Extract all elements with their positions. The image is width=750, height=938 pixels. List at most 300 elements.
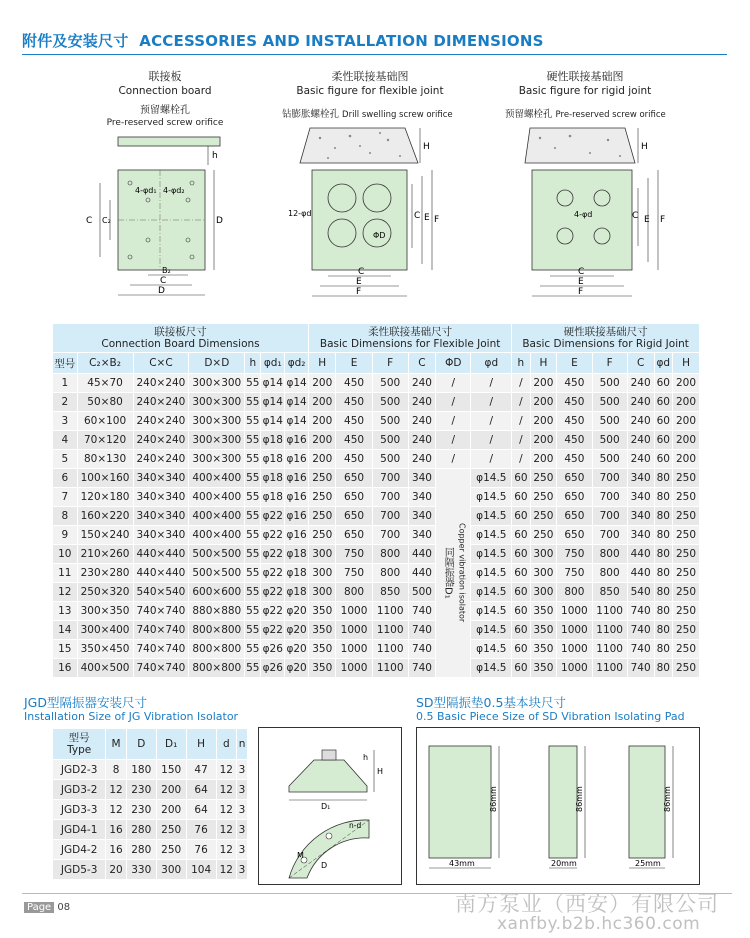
spec-cell: 1100 <box>592 659 627 678</box>
spec-cell: / <box>436 431 471 450</box>
spec-cell: 450 <box>557 412 592 431</box>
spec-cell: 200 <box>530 412 557 431</box>
spec-cell: 80 <box>654 621 673 640</box>
spec-cell: 9 <box>53 526 78 545</box>
spec-cell: 740×740 <box>133 621 189 640</box>
jgd-cell: 180 <box>126 760 156 780</box>
spec-cell: 650 <box>336 488 372 507</box>
spec-cell: 60 <box>512 659 530 678</box>
spec-cell: 340 <box>627 526 654 545</box>
spec-cell: 8 <box>53 507 78 526</box>
spec-cell: 7 <box>53 488 78 507</box>
spec-cell: 340 <box>408 488 435 507</box>
spec-cell: 3 <box>53 412 78 431</box>
jgd-table <box>52 728 248 880</box>
spec-cell: 200 <box>309 374 336 393</box>
spec-cell: / <box>436 412 471 431</box>
rigid-hole-label: 预留螺栓孔 Pre-reserved screw orifice <box>505 109 666 120</box>
spec-cell: φ26 <box>261 640 285 659</box>
spec-cell: φ16 <box>285 507 309 526</box>
jgd-type-header: 型号 Type <box>53 729 106 760</box>
jgd-cell: 76 <box>186 840 216 860</box>
spec-cell: / <box>512 393 530 412</box>
spec-cell: 450 <box>557 450 592 469</box>
svg-text:B₂: B₂ <box>162 266 171 275</box>
spec-cell: / <box>512 374 530 393</box>
svg-text:H: H <box>423 142 430 152</box>
spec-row <box>53 545 700 564</box>
spec-cell: 200 <box>309 412 336 431</box>
spec-cell: 80×130 <box>77 450 133 469</box>
jgd-row <box>53 860 248 880</box>
flexible-hole-label: 钻膨胀螺栓孔 Drill swelling screw orifice <box>282 109 453 120</box>
spec-cell: 60 <box>654 431 673 450</box>
spec-cell: φ22 <box>261 545 285 564</box>
spec-cell: φ22 <box>261 564 285 583</box>
spec-cell: 650 <box>336 507 372 526</box>
svg-text:E: E <box>356 277 362 287</box>
spec-cell: 350 <box>309 640 336 659</box>
spec-cell: 16 <box>53 659 78 678</box>
spec-cell: / <box>471 450 512 469</box>
spec-row <box>53 640 700 659</box>
spec-cell: 250 <box>673 526 700 545</box>
group-rigid: 硬性联接基础尺寸 Basic Dimensions for Rigid Joint <box>512 324 700 353</box>
spec-cell: 55 <box>245 640 261 659</box>
spec-cell: 340×340 <box>133 507 189 526</box>
svg-text:E: E <box>644 215 650 225</box>
spec-cell: 240 <box>408 431 435 450</box>
spec-cell: 700 <box>372 526 408 545</box>
jgd-cell: JGD3-3 <box>53 800 106 820</box>
spec-cell: 240 <box>627 374 654 393</box>
spec-cell: 160×220 <box>77 507 133 526</box>
spec-cell: 800 <box>336 583 372 602</box>
spec-cell: 800 <box>372 564 408 583</box>
spec-cell: 850 <box>372 583 408 602</box>
spec-cell: 350 <box>530 659 557 678</box>
jgd-cell: 230 <box>126 800 156 820</box>
svg-text:12-φd: 12-φd <box>288 209 312 218</box>
spec-cell: 800×800 <box>189 640 245 659</box>
spec-cell: 500 <box>372 412 408 431</box>
spec-cell: φ22 <box>261 621 285 640</box>
spec-cell: 60 <box>512 583 530 602</box>
spec-cell: φ16 <box>285 488 309 507</box>
spec-cell: 11 <box>53 564 78 583</box>
jgd-cell: 64 <box>186 800 216 820</box>
spec-cell: 740 <box>627 659 654 678</box>
spec-cell: 13 <box>53 602 78 621</box>
svg-text:H: H <box>641 142 648 152</box>
spec-cell: φ14 <box>285 393 309 412</box>
spec-cell: 880×880 <box>189 602 245 621</box>
spec-cell: 60 <box>512 507 530 526</box>
spec-cell: 240×240 <box>133 431 189 450</box>
spec-row <box>53 526 700 545</box>
jgd-cell: 20 <box>106 860 126 880</box>
spec-col-header: h <box>512 353 530 374</box>
spec-cell: 450 <box>336 450 372 469</box>
jgd-cell: 230 <box>126 780 156 800</box>
spec-cell: φ22 <box>261 583 285 602</box>
spec-cell: 300 <box>309 583 336 602</box>
spec-cell: 740×740 <box>133 640 189 659</box>
spec-cell: 650 <box>557 469 592 488</box>
spec-col-header: H <box>673 353 700 374</box>
spec-cell: 200 <box>673 374 700 393</box>
spec-cell: φ14 <box>285 412 309 431</box>
spec-cell: 80 <box>654 659 673 678</box>
spec-cell: 250 <box>673 621 700 640</box>
spec-cell: 340×340 <box>133 526 189 545</box>
svg-text:D: D <box>158 286 165 296</box>
spec-cell: 55 <box>245 431 261 450</box>
spec-cell: 500 <box>372 374 408 393</box>
jgd-cell: 3 <box>237 760 248 780</box>
spec-cell: 1000 <box>336 602 372 621</box>
spec-cell: 240 <box>627 412 654 431</box>
spec-cell: 200 <box>673 393 700 412</box>
group-flexible: 柔性联接基础尺寸 Basic Dimensions for Flexible Joint <box>309 324 512 353</box>
spec-cell: 250 <box>309 469 336 488</box>
spec-cell: φ18 <box>261 450 285 469</box>
spec-cell: 50×80 <box>77 393 133 412</box>
spec-cell: 1000 <box>336 621 372 640</box>
spec-cell: 450 <box>557 431 592 450</box>
spec-cell: φ14 <box>261 393 285 412</box>
spec-cell: φ14.5 <box>471 507 512 526</box>
spec-cell: φ16 <box>285 526 309 545</box>
spec-col-header: E <box>336 353 372 374</box>
jgd-cell: 150 <box>156 760 186 780</box>
spec-cell: 200 <box>530 374 557 393</box>
spec-cell: 500 <box>592 412 627 431</box>
spec-cell: φ14.5 <box>471 602 512 621</box>
spec-cell: 1100 <box>592 602 627 621</box>
spec-cell: φ14.5 <box>471 564 512 583</box>
svg-text:H: H <box>377 767 384 776</box>
spec-cell: 740 <box>408 602 435 621</box>
jgd-cell: 250 <box>156 840 186 860</box>
jgd-cell: JGD4-1 <box>53 820 106 840</box>
spec-cell: 700 <box>372 507 408 526</box>
spec-col-header: C×C <box>133 353 189 374</box>
spec-cell: 700 <box>592 469 627 488</box>
spec-cell: 500 <box>372 393 408 412</box>
pad-3-width: 25mm <box>635 859 661 868</box>
svg-text:C: C <box>578 267 585 277</box>
spec-cell: φ14.5 <box>471 659 512 678</box>
pad-1-width: 43mm <box>449 859 475 868</box>
spec-col-header: F <box>372 353 408 374</box>
jgd-cell: JGD4-2 <box>53 840 106 860</box>
spec-cell: 250 <box>673 583 700 602</box>
spec-cell: 400×500 <box>77 659 133 678</box>
jgd-cell: 47 <box>186 760 216 780</box>
spec-cell: 500 <box>372 431 408 450</box>
spec-cell: 250 <box>673 545 700 564</box>
spec-cell: 80 <box>654 545 673 564</box>
svg-text:C: C <box>632 211 639 221</box>
svg-text:D: D <box>216 216 223 226</box>
spec-cell: 500×500 <box>189 564 245 583</box>
pad-1-height: 86mm <box>489 786 498 812</box>
jgd-cell: JGD5-3 <box>53 860 106 880</box>
jgd-cell: 12 <box>216 820 236 840</box>
jgd-cell: 12 <box>216 840 236 860</box>
spec-cell: 80 <box>654 469 673 488</box>
jgd-cell: 3 <box>237 800 248 820</box>
spec-cell: φ16 <box>285 431 309 450</box>
jgd-cell: 104 <box>186 860 216 880</box>
spec-cell: / <box>471 393 512 412</box>
spec-row <box>53 659 700 678</box>
spec-cell: φ26 <box>261 659 285 678</box>
spec-cell: 450 <box>557 393 592 412</box>
spec-cell: 55 <box>245 526 261 545</box>
spec-cell: 70×120 <box>77 431 133 450</box>
spec-cell: 750 <box>557 545 592 564</box>
spec-cell: φ14.5 <box>471 640 512 659</box>
spec-cell: 250 <box>673 659 700 678</box>
spec-cell: 60 <box>512 621 530 640</box>
spec-cell: 60 <box>654 450 673 469</box>
svg-text:h: h <box>363 753 369 762</box>
jgd-cell: JGD3-2 <box>53 780 106 800</box>
spec-cell: 450 <box>336 431 372 450</box>
spec-cell: 200 <box>530 393 557 412</box>
spec-cell: 55 <box>245 564 261 583</box>
spec-cell: 700 <box>372 469 408 488</box>
spec-cell: φ20 <box>285 640 309 659</box>
spec-cell: 240 <box>408 450 435 469</box>
spec-cell: 200 <box>530 450 557 469</box>
title-rule <box>22 54 727 55</box>
spec-cell: 55 <box>245 621 261 640</box>
spec-cell: 340 <box>408 469 435 488</box>
spec-cell: 650 <box>336 469 372 488</box>
sd-drawing <box>417 728 699 884</box>
sd-drawing-frame <box>416 727 700 885</box>
jgd-col-header: n <box>237 729 248 760</box>
spec-cell: 200 <box>673 412 700 431</box>
spec-cell: 1000 <box>557 640 592 659</box>
jgd-cell: 3 <box>237 860 248 880</box>
spec-cell: 350 <box>530 640 557 659</box>
connection-board-hole-label: 预留螺栓孔 Pre-reserved screw orifice <box>106 105 224 128</box>
spec-cell: 240 <box>408 374 435 393</box>
spec-cell: 200 <box>673 431 700 450</box>
spec-cell: 500×500 <box>189 545 245 564</box>
jgd-cell: 12 <box>216 780 236 800</box>
spec-cell: 740×740 <box>133 602 189 621</box>
spec-cell: 350 <box>530 621 557 640</box>
title-en: ACCESSORIES AND INSTALLATION DIMENSIONS <box>139 32 544 50</box>
spec-cell: 400×400 <box>189 507 245 526</box>
svg-text:F: F <box>660 215 666 225</box>
flexible-drawing <box>280 118 460 303</box>
spec-cell: 1100 <box>372 602 408 621</box>
svg-text:E: E <box>424 213 430 223</box>
spec-cell: 340 <box>627 507 654 526</box>
company-watermark: 南方泵业（西安）有限公司 <box>455 892 719 916</box>
spec-cell: φ18 <box>285 583 309 602</box>
spec-cell: 1100 <box>372 621 408 640</box>
spec-cell: φ14.5 <box>471 621 512 640</box>
spec-cell: 60 <box>512 526 530 545</box>
spec-cell: 300×300 <box>189 431 245 450</box>
spec-cell: 2 <box>53 393 78 412</box>
spec-cell: 10 <box>53 545 78 564</box>
spec-cell: 700 <box>592 507 627 526</box>
spec-cell: 700 <box>592 488 627 507</box>
spec-cell: 540 <box>627 583 654 602</box>
spec-cell: 250 <box>530 507 557 526</box>
spec-col-header: 型号 <box>53 353 78 374</box>
svg-text:n-d: n-d <box>349 821 362 830</box>
spec-cell: 340×340 <box>133 469 189 488</box>
spec-cell: 300 <box>530 583 557 602</box>
spec-cell: 350 <box>309 621 336 640</box>
page-title <box>22 30 544 51</box>
spec-cell: 400×400 <box>189 488 245 507</box>
copper-isolator-note: 同隔振器D₁ Copper vibration isolator <box>436 469 471 678</box>
spec-cell: 1100 <box>372 640 408 659</box>
spec-row <box>53 412 700 431</box>
svg-text:C₂: C₂ <box>102 216 111 225</box>
jgd-col-header: D <box>126 729 156 760</box>
spec-cell: φ14 <box>285 374 309 393</box>
spec-cell: 650 <box>557 488 592 507</box>
svg-text:C: C <box>358 267 365 277</box>
spec-cell: 740 <box>408 659 435 678</box>
jgd-col-header: M <box>106 729 126 760</box>
spec-cell: 55 <box>245 450 261 469</box>
jgd-cell: 12 <box>106 800 126 820</box>
spec-cell: φ18 <box>261 469 285 488</box>
spec-cell: 200 <box>309 393 336 412</box>
spec-cell: 450 <box>336 412 372 431</box>
spec-cell: 340×340 <box>133 488 189 507</box>
spec-row <box>53 488 700 507</box>
spec-cell: 740 <box>627 621 654 640</box>
spec-cell: 750 <box>557 564 592 583</box>
svg-text:4-φd₁: 4-φd₁ <box>135 186 157 195</box>
jgd-cell: 280 <box>126 840 156 860</box>
spec-cell: 15 <box>53 640 78 659</box>
jgd-row <box>53 840 248 860</box>
title-cn: 附件及安装尺寸 <box>22 32 129 50</box>
spec-col-header: C <box>408 353 435 374</box>
flexible-caption: 柔性联接基础图 Basic figure for flexible joint <box>296 70 444 97</box>
jgd-cell: 76 <box>186 820 216 840</box>
spec-cell: 750 <box>336 545 372 564</box>
spec-col-header: E <box>557 353 592 374</box>
spec-row <box>53 450 700 469</box>
spec-cell: 4 <box>53 431 78 450</box>
spec-cell: 250 <box>673 602 700 621</box>
spec-cell: 800×800 <box>189 659 245 678</box>
spec-cell: 700 <box>372 488 408 507</box>
spec-cell: 800 <box>372 545 408 564</box>
jgd-row <box>53 760 248 780</box>
sd-title: SD型隔振垫0.5基本块尺寸 0.5 Basic Piece Size of SD Vibration Isolating Pad <box>416 695 685 723</box>
spec-cell: 210×260 <box>77 545 133 564</box>
spec-cell: φ18 <box>285 545 309 564</box>
spec-cell: 240×240 <box>133 374 189 393</box>
spec-cell: 240 <box>627 431 654 450</box>
spec-cell: 1000 <box>336 659 372 678</box>
spec-row <box>53 602 700 621</box>
spec-cell: 240×240 <box>133 450 189 469</box>
spec-cell: 800 <box>592 545 627 564</box>
spec-cell: φ14.5 <box>471 488 512 507</box>
svg-text:M: M <box>297 851 304 860</box>
spec-cell: 240 <box>408 412 435 431</box>
jgd-cell: 8 <box>106 760 126 780</box>
spec-cell: 340 <box>408 526 435 545</box>
jgd-cell: 300 <box>156 860 186 880</box>
spec-cell: 240×240 <box>133 393 189 412</box>
spec-cell: 55 <box>245 488 261 507</box>
spec-cell: 60 <box>654 412 673 431</box>
spec-cell: 250 <box>673 507 700 526</box>
spec-cell: 230×280 <box>77 564 133 583</box>
url-watermark: xanfby.b2b.hc360.com <box>497 914 701 934</box>
jgd-title: JGD型隔振器安装尺寸 Installation Size of JG Vibration Isolator <box>24 695 239 723</box>
spec-cell: φ18 <box>285 564 309 583</box>
spec-cell: 300×300 <box>189 412 245 431</box>
spec-cell: φ14 <box>261 374 285 393</box>
jgd-cell: 12 <box>106 780 126 800</box>
spec-cell: / <box>471 374 512 393</box>
spec-table <box>52 323 700 678</box>
spec-col-header: φd₂ <box>285 353 309 374</box>
spec-cell: 250 <box>309 526 336 545</box>
spec-cell: 240 <box>627 393 654 412</box>
spec-cell: φ20 <box>285 659 309 678</box>
spec-cell: 600×600 <box>189 583 245 602</box>
svg-text:h: h <box>212 151 218 161</box>
spec-cell: 300 <box>309 564 336 583</box>
svg-text:4-φd₂: 4-φd₂ <box>163 186 185 195</box>
spec-cell: 250 <box>530 526 557 545</box>
spec-cell: 400×400 <box>189 469 245 488</box>
spec-cell: 300 <box>530 545 557 564</box>
spec-cell: 55 <box>245 412 261 431</box>
spec-cell: 250 <box>673 488 700 507</box>
svg-text:ΦD: ΦD <box>373 231 386 240</box>
spec-cell: 300×300 <box>189 450 245 469</box>
spec-cell: 850 <box>592 583 627 602</box>
jgd-cell: 12 <box>216 860 236 880</box>
spec-cell: φ14 <box>261 412 285 431</box>
svg-text:F: F <box>356 287 362 297</box>
spec-col-header: φd <box>471 353 512 374</box>
spec-cell: 400×400 <box>189 526 245 545</box>
spec-cell: 250 <box>673 469 700 488</box>
spec-col-header: D×D <box>189 353 245 374</box>
spec-cell: 120×180 <box>77 488 133 507</box>
spec-col-header: φd <box>654 353 673 374</box>
spec-cell: 740 <box>627 640 654 659</box>
spec-cell: 60 <box>654 393 673 412</box>
spec-cell: 1 <box>53 374 78 393</box>
spec-cell: 500 <box>408 583 435 602</box>
spec-cell: 80 <box>654 602 673 621</box>
spec-cell: 150×240 <box>77 526 133 545</box>
